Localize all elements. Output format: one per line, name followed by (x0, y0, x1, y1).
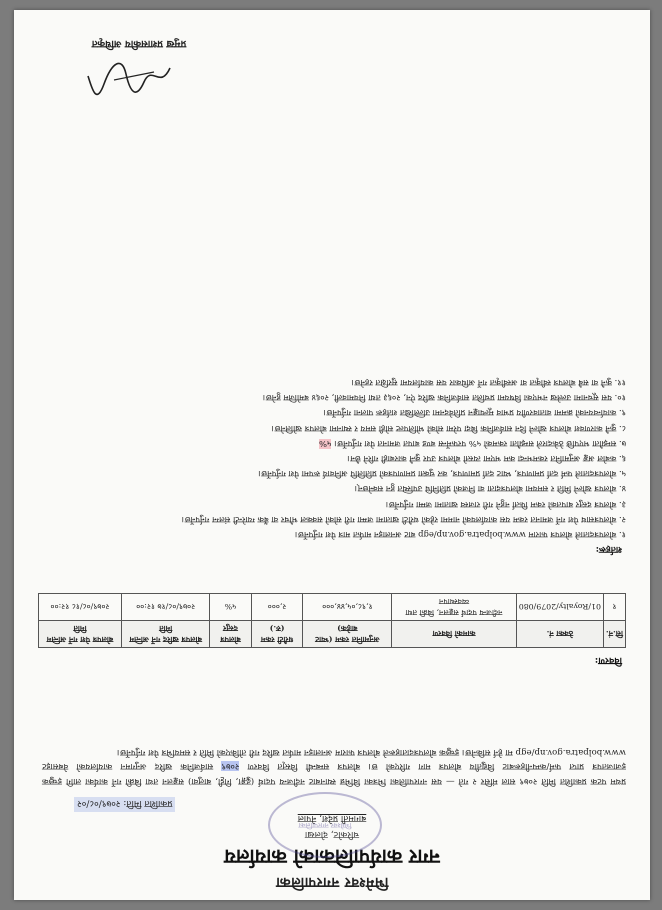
official-seal (268, 792, 382, 858)
col-bid-fee: बोलपत्र दस्तुर (210, 621, 251, 648)
condition-text: ७. सम्झौता भएपछि ठेकेदारले सम्झौता रकमको ५% परफर्मेन्स बण्ड बापत जमानत पेश गर्नुपर्नेछ। (334, 438, 626, 449)
condition-item: १. बोलपत्रदाताले बोलपत्र फाराम www.bolpatra.gov.np/egp बाट अनलाइन मार्फत मात्र पेश गर्नुपर्नेछ। (294, 530, 626, 540)
col-sn: सि.नं. (603, 621, 625, 648)
condition-item: ११. कुनै वा सबै बोलपत्र स्वीकृत वा अस्वीकृत गर्ने अधिकार यस कार्यालयमा सुरक्षित रहनेछ। (351, 377, 626, 388)
publication-reference: प्रकाशित मिति: २०७९/०८/०२ (74, 797, 175, 812)
cell-contract-no: 01/Royalty/2079/080 (516, 594, 603, 621)
condition-item: ९. कार्यान्वयनको क्रममा वातावरणीय प्रभाव मूल्याङ्कन प्रतिवेदनमा उल्लिखित शर्तहरू पालना गर्नुपर्नेछ। (323, 408, 626, 419)
condition-item: १०. यस सूचनामा उल्लेख नभएका विषयमा प्रचलित सार्वजनिक खरिद ऐन, २०६३ तथा नियमावली, २०६४ बमोजिम हुनेछ। (262, 393, 626, 404)
signature-scribble (84, 58, 174, 98)
intro-text-continued: सार्वजनिक खरिद अनुगमन कार्यालयको वेबसाइट www.bolpatra.gov.np/egp मा हेर्न सकिनेछ। इच्छुक बोलपत्रदाताहरूले बोलपत्र फाराम अनलाइन मार्फत खरिद गरी तोकिएको मिति र समयभित्र पेश गर्नुपर्नेछ। (41, 747, 626, 772)
condition-item: ५. बोलपत्रदाताले फर्म दर्ता प्रमाणपत्र, भ्याट दर्ता प्रमाणपत्र, कर चुक्ता प्रमाणपत्रको प्रतिलिपि अनिवार्य रूपमा पेश गर्नुपर्नेछ। (258, 469, 626, 480)
cell-estimated-amount: १,९८,०५,४४,००० (303, 594, 392, 621)
intro-text: प्रथम पटक प्रकाशित मिति २०७९ साल मंसिर २ गते — यस नगरपालिका भित्रका विभिन्न स्थानबाट नदीजन्य पदार्थ (ढुङ्गा, गिट्टी, बालुवा) सङ्कलन तथा बिक्री गर्ने कार्यका लागि इच्छुक इजाजतपत्र प्राप्त फर्म/कम्पनीहरूबाट विद्युतीय बोलपत्र माग गरिएको छ। बोलपत्र सम्बन्धी विस्तृत विवरण (42, 761, 626, 786)
signatory-title: प्रमुख प्रशासकीय अधिकृत (91, 38, 187, 49)
notice-page (14, 10, 650, 900)
cell-submission-deadline: २०७९/०८/१८ १२:०० (39, 594, 122, 621)
office-name: नगर कार्यपालिकाको कार्यालय (224, 845, 440, 869)
cell-bid-security: २,००० (251, 594, 303, 621)
office-address: चरिकोट, दोलखा (304, 829, 360, 839)
condition-item: ३. बोलपत्र दस्तुर बापतको रकम फिर्ता नहुने गरी राजस्व खातामा जम्मा गर्नुपर्नेछ। (385, 499, 626, 510)
col-contract-no: ठेक्का नं. (516, 621, 603, 648)
highlighted-date: २०७९ (221, 761, 240, 772)
cell-bid-fee: ५% (210, 594, 251, 621)
condition-item (42, 437, 626, 451)
condition-item: ८. कुनै कारणवश बोलपत्र खोल्ने दिन सार्वजनिक बिदा परेमा सोको भोलिपल्ट सोही समय र स्थानमा बोलपत्र खोलिनेछ। (271, 423, 626, 434)
condition-item: ४. बोलपत्र खोल्ने मिति र समयमा बोलपत्रदाता वा निजको प्रतिनिधि उपस्थित हुन सक्नेछन्। (354, 484, 626, 495)
table-row (39, 594, 626, 621)
col-bid-security: धरौटी रकम (रु.) (251, 621, 303, 648)
cell-purchase-deadline: २०७९/०८/१७ १२:०० (122, 594, 210, 621)
condition-item: २. बोलपत्रसाथ पेश गर्ने जमानत रकम यस कार्यालयको नाममा रहेको धरौटी खातामा जम्मा गरी सोको सक्कल भौचर वा बैंक ग्यारेन्टी संलग्न गर्नुपर्नेछ। (181, 514, 626, 525)
table-header-row (39, 621, 626, 648)
col-estimated-amount: अनुमानित रकम (भ्याट बाहेक) (303, 621, 392, 648)
organization-name: भिमेश्वर नगरपालिका (275, 874, 389, 890)
seal-text: भिमेश्वर नगरपालिका (298, 821, 352, 830)
col-submission-deadline: बोलपत्र पेश गर्ने अन्तिम मिति (39, 621, 122, 648)
office-province: बागमती प्रदेश, नेपाल (297, 813, 367, 823)
col-work-description: कामको विवरण (392, 621, 517, 648)
highlighted-percent: ५% (319, 438, 332, 449)
condition-item: ६. कबोल अङ्क अनुमानित रकमभन्दा कम भएमा त्यस्तो बोलपत्र उपर कुनै कारबाही गरिने छैन। (347, 453, 626, 464)
bid-table (38, 593, 626, 648)
conditions-label: शर्तहरू: (595, 544, 622, 554)
cell-sn: १ (603, 594, 625, 621)
col-purchase-deadline: बोलपत्र खरिद गर्ने अन्तिम मिति (122, 621, 210, 648)
details-label: विवरण: (594, 655, 622, 666)
intro-paragraph (42, 745, 626, 789)
conditions-list (42, 375, 626, 542)
cell-work-description: नदीजन्य पदार्थ सङ्कलन, बिक्री तथा व्यवस्थापन (392, 594, 517, 621)
